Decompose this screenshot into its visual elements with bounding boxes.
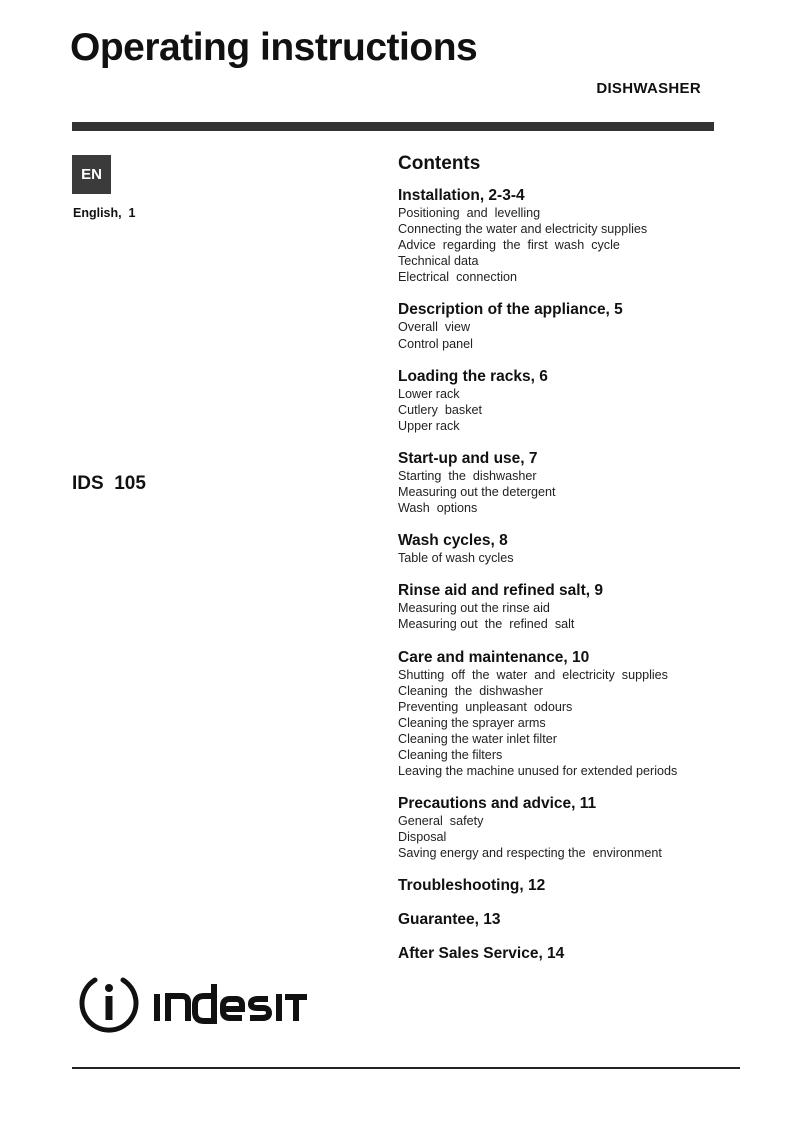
toc-subsection-item: Preventing unpleasant odours: [398, 699, 573, 714]
toc-section-title: Care and maintenance, 10: [398, 648, 590, 666]
toc-subsection-item: Technical data: [398, 254, 479, 269]
toc-subsection-list: [398, 667, 728, 780]
toc-subsection-item: Overall view: [398, 320, 471, 335]
toc-subsection-list: [398, 319, 728, 351]
contents-heading: Contents: [398, 153, 481, 174]
toc-section-title: Wash cycles, 8: [398, 532, 508, 550]
toc-subsection-item: Cleaning the filters: [398, 747, 503, 762]
toc-subsection-list: [398, 468, 728, 516]
page-title: Operating instructions: [70, 26, 478, 69]
document-type: DISHWASHER: [596, 80, 701, 97]
toc-section-title: After Sales Service, 14: [398, 945, 565, 963]
toc-subsection-item: Positioning and levelling: [398, 206, 541, 220]
toc-section: [398, 911, 728, 929]
toc-subsection-item: Electrical connection: [398, 270, 518, 285]
toc-subsection-item: Upper rack: [398, 418, 460, 433]
indesit-power-i-icon: [82, 980, 136, 1030]
toc-section-title: Guarantee, 13: [398, 911, 501, 929]
toc-subsection-item: Control panel: [398, 336, 473, 351]
toc-section-title: Precautions and advice, 11: [398, 795, 597, 813]
toc-subsection-list: [398, 550, 728, 566]
header-divider: [72, 122, 714, 131]
toc-subsection-item: Table of wash cycles: [398, 551, 514, 566]
toc-subsection-item: Disposal: [398, 830, 447, 845]
toc-subsection-item: Leaving the machine unused for extended periods: [398, 764, 678, 779]
toc-section: [398, 450, 728, 516]
toc-section: [398, 649, 728, 780]
toc-subsection-list: [398, 600, 728, 632]
toc-subsection-item: Saving energy and respecting the environment: [398, 846, 662, 861]
model-number: IDS 105: [72, 473, 146, 494]
toc-subsection-item: Cleaning the water inlet filter: [398, 731, 557, 746]
toc-sections: [398, 187, 728, 963]
toc-section: [398, 877, 728, 895]
indesit-logo: [78, 972, 310, 1036]
toc-section-title: Troubleshooting, 12: [398, 877, 546, 895]
toc-subsection-item: Connecting the water and electricity supplies: [398, 222, 648, 237]
table-of-contents: [398, 153, 728, 979]
language-badge: EN: [72, 155, 111, 194]
toc-subsection-item: Cleaning the dishwasher: [398, 683, 543, 698]
toc-subsection-item: Cleaning the sprayer arms: [398, 715, 546, 730]
toc-subsection-item: Cutlery basket: [398, 402, 482, 417]
toc-subsection-list: [398, 813, 728, 861]
toc-subsection-item: Advice regarding the first wash cycle: [398, 238, 620, 253]
toc-subsection-item: Starting the dishwasher: [398, 468, 537, 483]
toc-section-title: Loading the racks, 6: [398, 367, 548, 385]
toc-section-title: Start-up and use, 7: [398, 449, 538, 467]
toc-section-title: Rinse aid and refined salt, 9: [398, 582, 604, 600]
footer-divider: [72, 1067, 740, 1069]
toc-section: [398, 368, 728, 434]
toc-section: [398, 945, 728, 963]
toc-subsection-item: General safety: [398, 814, 484, 829]
toc-subsection-item: Shutting off the water and electricity supplies: [398, 667, 668, 682]
toc-section: [398, 795, 728, 861]
toc-subsection-list: [398, 205, 728, 285]
toc-section: [398, 301, 728, 351]
toc-subsection-item: Measuring out the detergent: [398, 485, 556, 500]
language-page-reference: English, 1: [73, 206, 136, 220]
toc-subsection-item: Measuring out the rinse aid: [398, 601, 550, 616]
toc-section: [398, 532, 728, 566]
indesit-wordmark: [154, 984, 307, 1021]
toc-subsection-list: [398, 386, 728, 434]
toc-section: [398, 582, 728, 632]
toc-section: [398, 187, 728, 285]
toc-subsection-item: Wash options: [398, 501, 478, 516]
toc-section-title: Installation, 2-3-4: [398, 187, 525, 204]
toc-section-title: Description of the appliance, 5: [398, 301, 623, 319]
toc-subsection-item: Lower rack: [398, 386, 460, 401]
toc-subsection-item: Measuring out the refined salt: [398, 617, 575, 632]
